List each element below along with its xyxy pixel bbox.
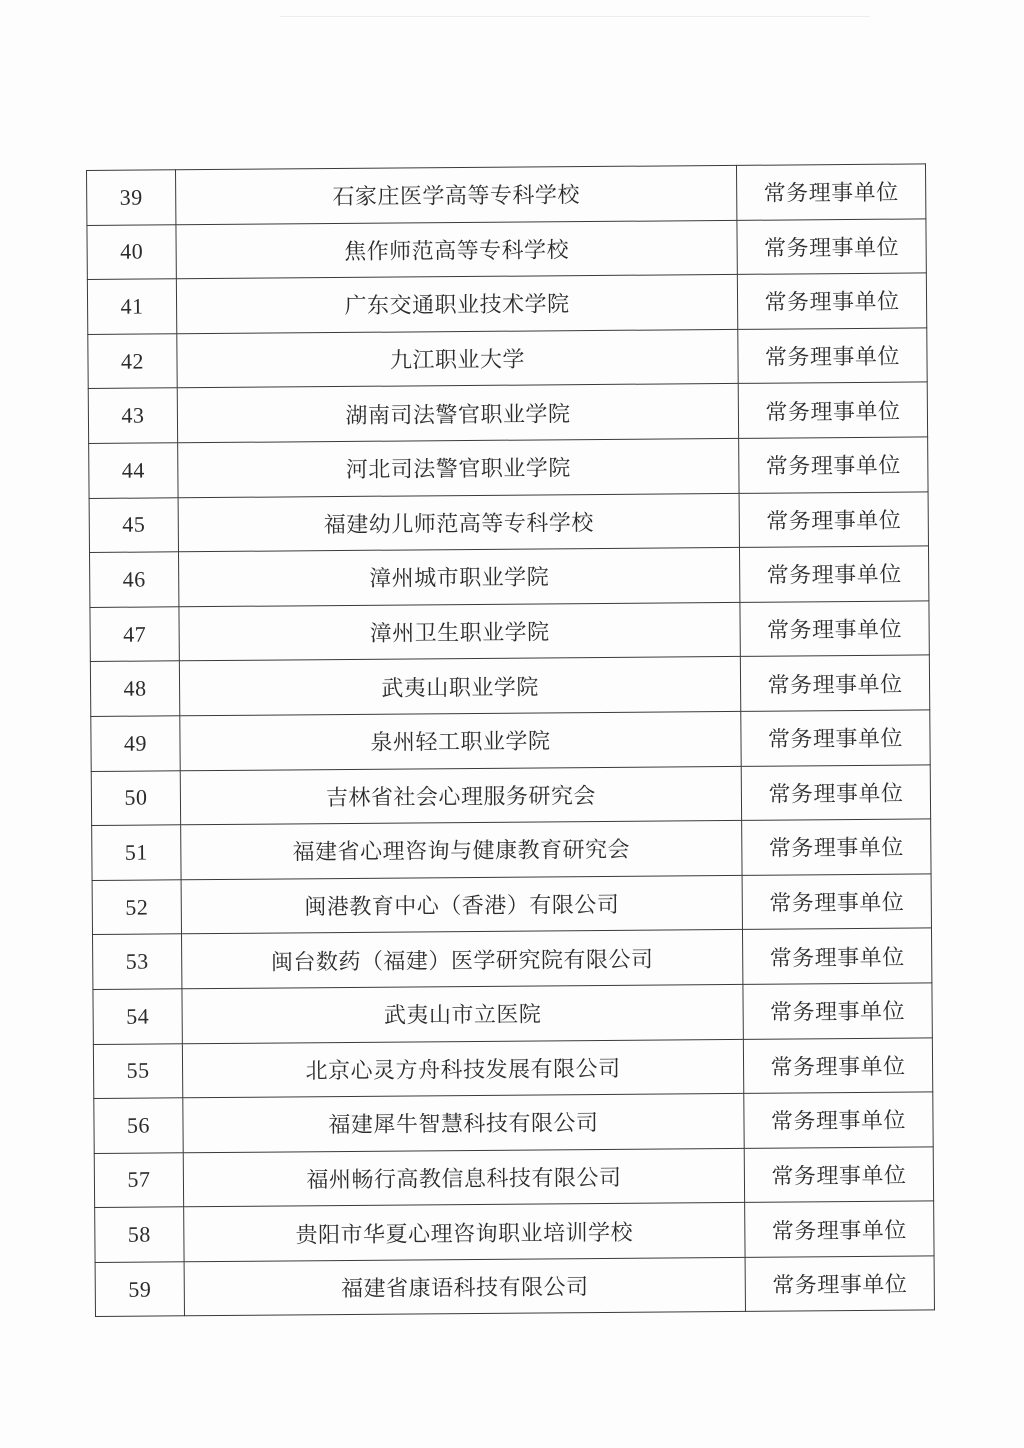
- row-number: 45: [89, 497, 178, 552]
- member-name: 闽港教育中心（香港）有限公司: [181, 875, 742, 934]
- table-row: [88, 328, 927, 389]
- table-row: [92, 874, 931, 935]
- member-role: 常务理事单位: [743, 1037, 932, 1093]
- member-name: 福州畅行高教信息科技有限公司: [183, 1148, 744, 1207]
- member-role: 常务理事单位: [745, 1201, 934, 1257]
- member-role: 常务理事单位: [739, 546, 928, 602]
- member-name: 石家庄医学高等专科学校: [176, 165, 737, 224]
- table-row: [90, 655, 929, 716]
- row-number: 56: [94, 1098, 183, 1153]
- row-number: 40: [87, 224, 176, 279]
- row-number: 48: [90, 661, 179, 716]
- table-row: [87, 273, 926, 334]
- table-row: [93, 928, 932, 989]
- table-row: [87, 164, 926, 225]
- member-name: 福建省心理咨询与健康教育研究会: [181, 820, 742, 879]
- member-name: 福建省康语科技有限公司: [184, 1257, 745, 1316]
- member-name: 福建犀牛智慧科技有限公司: [183, 1093, 744, 1152]
- row-number: 57: [94, 1152, 183, 1207]
- member-name: 湖南司法警官职业学院: [177, 384, 738, 443]
- member-role: 常务理事单位: [745, 1256, 934, 1312]
- member-name: 福建幼儿师范高等专科学校: [178, 493, 739, 552]
- table-row: [87, 218, 926, 279]
- member-name: 广东交通职业技术学院: [176, 275, 737, 334]
- table-row: [90, 546, 929, 607]
- member-name: 河北司法警官职业学院: [178, 438, 739, 497]
- row-number: 59: [95, 1262, 184, 1317]
- member-name: 北京心灵方舟科技发展有限公司: [182, 1039, 743, 1098]
- member-role: 常务理事单位: [743, 983, 932, 1039]
- table-row: [91, 710, 930, 771]
- member-name: 吉林省社会心理服务研究会: [180, 766, 741, 825]
- row-number: 49: [91, 716, 180, 771]
- member-role: 常务理事单位: [742, 819, 931, 875]
- member-name: 焦作师范高等专科学校: [176, 220, 737, 279]
- member-name: 漳州城市职业学院: [179, 548, 740, 607]
- member-role: 常务理事单位: [744, 1092, 933, 1148]
- row-number: 47: [90, 607, 179, 662]
- member-name: 漳州卫生职业学院: [179, 602, 740, 661]
- table-row: [93, 1037, 932, 1098]
- member-role: 常务理事单位: [741, 764, 930, 820]
- row-number: 39: [87, 170, 176, 225]
- member-role: 常务理事单位: [739, 437, 928, 493]
- member-role: 常务理事单位: [740, 655, 929, 711]
- row-number: 42: [88, 334, 177, 389]
- member-name: 武夷山市立医院: [182, 984, 743, 1043]
- scan-edge-line: [280, 16, 870, 17]
- row-number: 51: [92, 825, 181, 880]
- member-role: 常务理事单位: [737, 273, 926, 329]
- table-row: [88, 382, 927, 443]
- member-role: 常务理事单位: [744, 1147, 933, 1203]
- table-row: [94, 1092, 933, 1153]
- row-number: 43: [88, 388, 177, 443]
- row-number: 46: [90, 552, 179, 607]
- table-row: [92, 819, 931, 880]
- row-number: 50: [91, 770, 180, 825]
- row-number: 58: [95, 1207, 184, 1262]
- member-role: 常务理事单位: [737, 218, 926, 274]
- table-row: [93, 983, 932, 1044]
- member-role: 常务理事单位: [742, 928, 931, 984]
- member-role: 常务理事单位: [742, 874, 931, 930]
- member-table-body: [87, 164, 935, 1317]
- row-number: 55: [93, 1043, 182, 1098]
- table-row: [91, 764, 930, 825]
- table-row: [94, 1147, 933, 1208]
- member-role: 常务理事单位: [738, 328, 927, 384]
- table-row: [89, 491, 928, 552]
- member-table: [86, 163, 935, 1317]
- table-row: [95, 1256, 934, 1317]
- member-role: 常务理事单位: [741, 710, 930, 766]
- member-role: 常务理事单位: [738, 382, 927, 438]
- member-role: 常务理事单位: [739, 491, 928, 547]
- row-number: 53: [93, 934, 182, 989]
- table-row: [89, 437, 928, 498]
- row-number: 54: [93, 989, 182, 1044]
- member-role: 常务理事单位: [736, 164, 925, 220]
- member-name: 九江职业大学: [177, 329, 738, 388]
- member-role: 常务理事单位: [740, 601, 929, 657]
- member-name: 武夷山职业学院: [179, 657, 740, 716]
- member-name: 泉州轻工职业学院: [180, 711, 741, 770]
- member-name: 闽台数药（福建）医学研究院有限公司: [182, 930, 743, 989]
- table-row: [90, 601, 929, 662]
- row-number: 41: [87, 279, 176, 334]
- member-name: 贵阳市华夏心理咨询职业培训学校: [184, 1203, 745, 1262]
- row-number: 44: [89, 443, 178, 498]
- table-row: [95, 1201, 934, 1262]
- row-number: 52: [92, 879, 181, 934]
